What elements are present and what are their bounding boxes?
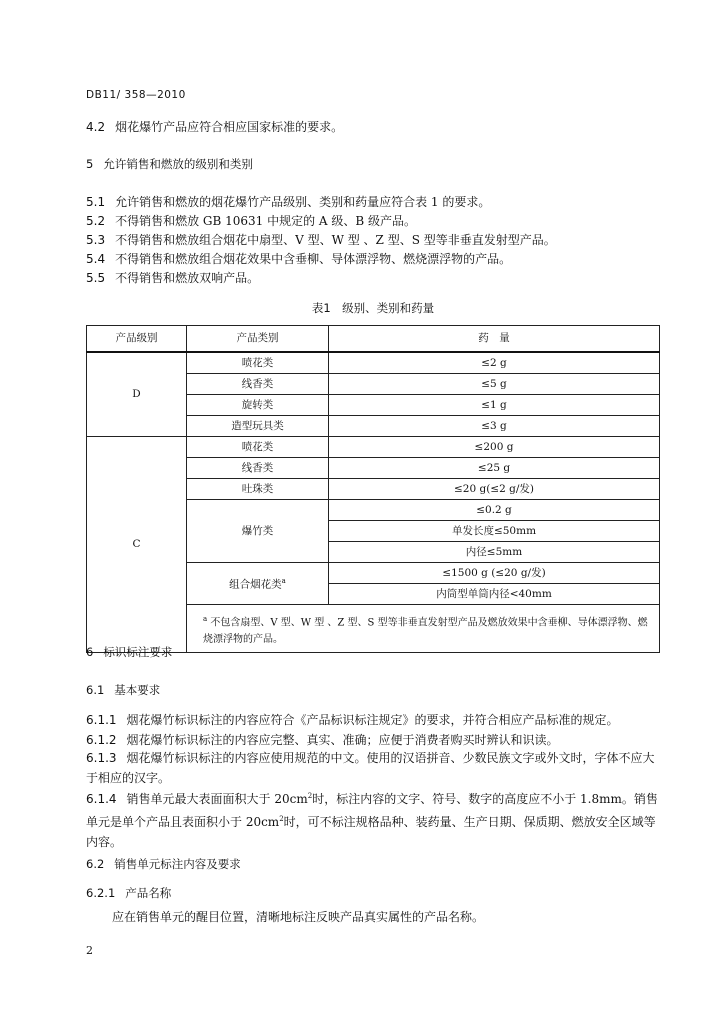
category-cell: 爆竹类	[187, 500, 329, 563]
clause-number: 4.2	[86, 120, 106, 134]
clause-number: 5.5	[86, 271, 106, 285]
category-cell	[187, 563, 329, 605]
dose-cell: ≤1 g	[329, 395, 660, 416]
column-header: 药 量	[329, 326, 660, 353]
clause-text: 烟花爆竹标识标注的内容应符合《产品标识标注规定》的要求，并符合相应产品标准的规定。	[126, 713, 619, 727]
column-header: 产品级别	[87, 326, 187, 353]
category-text: 组合烟花类	[229, 578, 282, 591]
clause-text-part: 销售单元最大表面面积大于 20cm	[126, 792, 308, 806]
clause-6-1-1	[86, 712, 660, 728]
superscript: 2	[307, 792, 313, 800]
section-6-heading	[86, 644, 660, 660]
dose-cell: ≤1500 g (≤20 g/发)	[329, 563, 660, 584]
table-caption: 表1 级别、类别和药量	[311, 301, 435, 315]
standard-code-header: DB11/ 358—2010	[86, 89, 186, 101]
page-number: 2	[86, 944, 93, 957]
clause-text: 不得销售和燃放组合烟花效果中含垂柳、导体漂浮物、燃烧漂浮物的产品。	[115, 252, 512, 266]
section-6-2-heading	[86, 856, 660, 872]
dose-cell: ≤25 g	[329, 458, 660, 479]
clause-text: 不得销售和燃放组合烟花中扇型、V 型、W 型 、Z 型、S 型等非垂直发射型产品。	[115, 233, 556, 247]
superscript: 2	[279, 815, 284, 823]
section-6-2-1-heading	[86, 885, 660, 901]
table-row	[87, 437, 660, 458]
level-cell: D	[87, 352, 187, 437]
clause-text-part: 时，标注内容的文字、符号、数字的高度应不小于 1.8mm。销售单元是单个产品且表面积小于 20cm	[86, 792, 658, 829]
clause-text: 烟花爆竹标识标注的内容应完整、真实、准确；应便于消费者购买时辨认和识读。	[126, 733, 559, 747]
clause-number: 6.1.4	[86, 792, 117, 806]
clause-number: 5.3	[86, 233, 106, 247]
category-cell: 喷花类	[187, 437, 329, 458]
section-number: 6	[86, 645, 94, 659]
section-number: 6.2.1	[86, 886, 116, 900]
table-row	[87, 352, 660, 374]
dose-cell: ≤2 g	[329, 352, 660, 374]
clause-text: 不得销售和燃放双响产品。	[115, 271, 260, 285]
clause-number: 5.4	[86, 252, 106, 266]
section-title: 产品名称	[125, 886, 172, 900]
clause-text: 烟花爆竹产品应符合相应国家标准的要求。	[115, 120, 344, 134]
section-title: 允许销售和燃放的级别和类别	[103, 157, 253, 171]
footnote-text: 不包含扇型、V 型、W 型 、Z 型、S 型等非垂直发射型产品及燃放效果中含垂柳、导体漂浮物、燃烧漂浮物的产品。	[203, 617, 648, 646]
clause-number: 6.1.3	[86, 751, 117, 765]
section-title: 基本要求	[114, 683, 161, 697]
clause-6-1-3	[86, 748, 660, 788]
category-cell: 线香类	[187, 374, 329, 395]
clause-text: 允许销售和燃放的烟花爆竹产品级别、类别和药量应符合表 1 的要求。	[115, 195, 491, 209]
section-6-1-heading	[86, 682, 660, 698]
clause-number: 6.1.2	[86, 733, 117, 747]
clause-5-5	[86, 270, 660, 286]
clause-text: 烟花爆竹标识标注的内容应使用规范的中文。使用的汉语拼音、少数民族文字或外文时，字体不应大于相应的汉字。	[86, 751, 655, 785]
clause-6-1-2	[86, 732, 660, 748]
dose-table	[86, 325, 660, 653]
clause-5-3	[86, 232, 660, 248]
section-title: 标识标注要求	[103, 645, 173, 659]
footnote-marker: a	[203, 615, 208, 623]
dose-cell: ≤200 g	[329, 437, 660, 458]
clause-5-1	[86, 194, 660, 210]
table-header-row	[87, 326, 660, 353]
category-cell: 旋转类	[187, 395, 329, 416]
section-number: 6.2	[86, 857, 105, 871]
clause-4-2	[86, 119, 660, 135]
section-number: 6.1	[86, 683, 105, 697]
clause-number: 5.1	[86, 195, 106, 209]
dose-cell: 内径≤5mm	[329, 542, 660, 563]
category-cell: 造型玩具类	[187, 416, 329, 437]
clause-5-2	[86, 213, 660, 229]
dose-cell: ≤0.2 g	[329, 500, 660, 521]
clause-6-1-4	[86, 786, 660, 852]
clause-number: 5.2	[86, 214, 106, 228]
category-cell: 线香类	[187, 458, 329, 479]
clause-5-4	[86, 251, 660, 267]
clause-text-part: 时，可不标注规格品种、装药量、生产日期、保质期、燃放安全区域等内容。	[86, 815, 656, 849]
paragraph-6-2-1: 应在销售单元的醒目位置，清晰地标注反映产品真实属性的产品名称。	[112, 910, 485, 924]
section-title: 销售单元标注内容及要求	[114, 857, 241, 871]
section-5-heading	[86, 156, 660, 172]
clause-text: 不得销售和燃放 GB 10631 中规定的 A 级、B 级产品。	[115, 214, 417, 228]
clause-number: 6.1.1	[86, 713, 117, 727]
dose-cell: 内筒型单筒内径<40mm	[329, 584, 660, 605]
level-cell: C	[87, 437, 187, 653]
dose-cell: 单发长度≤50mm	[329, 521, 660, 542]
category-cell: 喷花类	[187, 352, 329, 374]
footnote-marker: a	[281, 577, 286, 586]
column-header: 产品类别	[187, 326, 329, 353]
dose-cell: ≤20 g(≤2 g/发)	[329, 479, 660, 500]
section-number: 5	[86, 157, 94, 171]
category-cell: 吐珠类	[187, 479, 329, 500]
dose-cell: ≤5 g	[329, 374, 660, 395]
dose-cell: ≤3 g	[329, 416, 660, 437]
